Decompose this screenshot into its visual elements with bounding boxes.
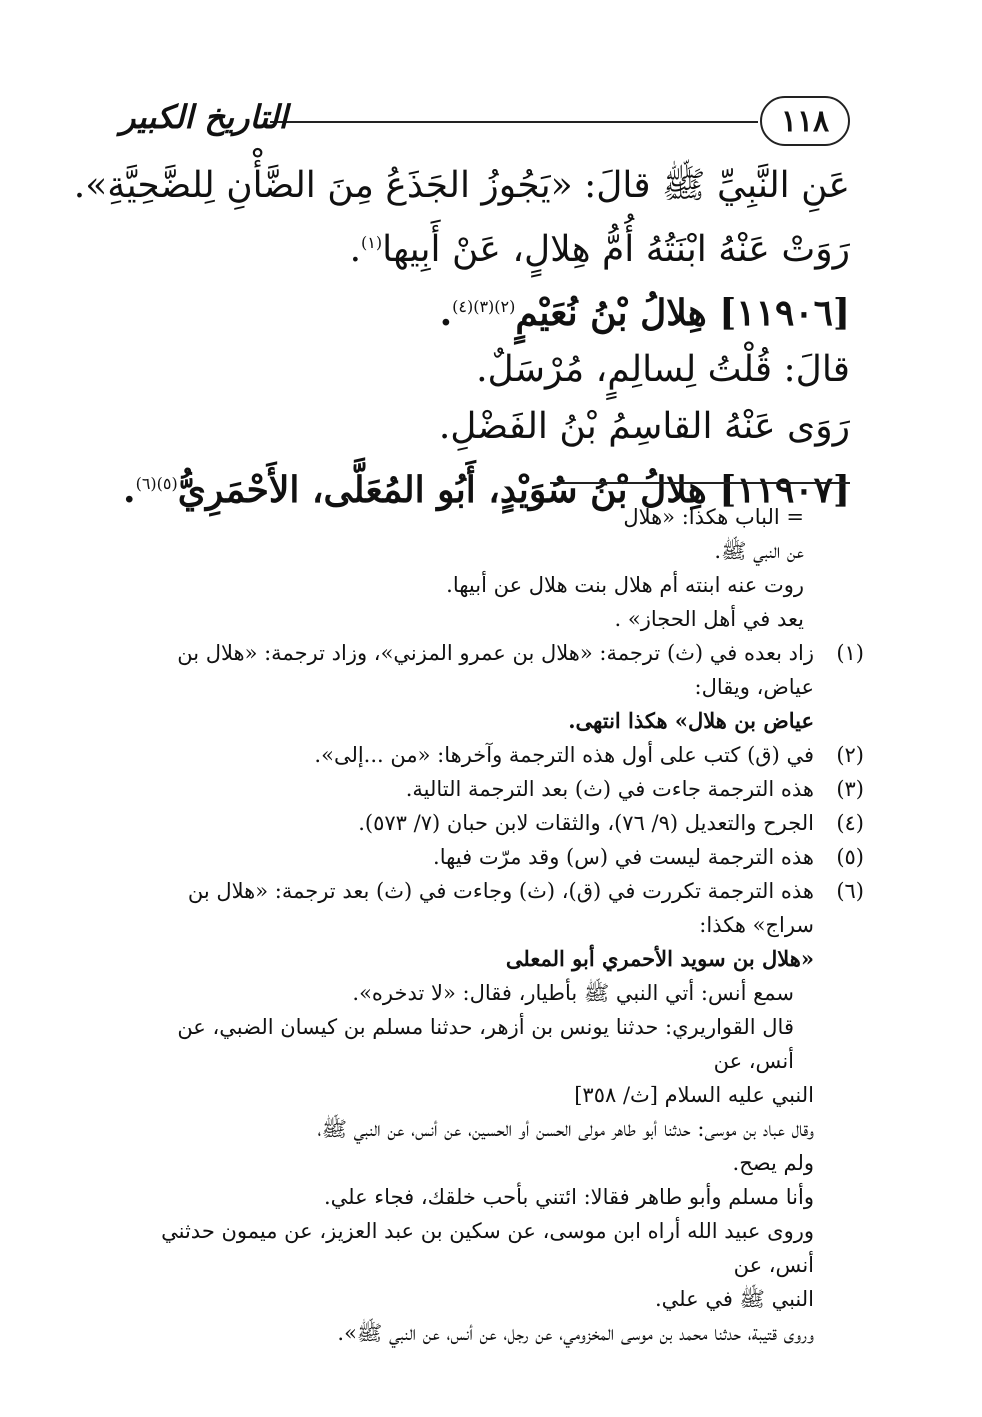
footnote-line: قال القواريري: حدثنا يونس بن أزهر، حدثنا مسلم بن كيسان الضبي، عن أنس، عن: [177, 1015, 794, 1073]
main-line-1: [73, 160, 850, 212]
footnote-line: النبي عليه السلام [ث/ ٣٥٨]: [574, 1083, 814, 1107]
footnote-6: [134, 874, 864, 1350]
footnote-body: [134, 636, 814, 738]
footnote-line: النبي ﷺ في علي.: [654, 1287, 814, 1311]
footnote-4: [134, 806, 864, 840]
footnote-number: (١): [836, 641, 864, 665]
footnote-body: [134, 772, 814, 806]
main-line-4-text: قالَ: قُلْتُ لِسالِمٍ، مُرْسَلٌ.: [476, 349, 850, 390]
continuation-line: يعد في أهل الحجاز» .: [614, 607, 804, 631]
footnote-line: سمع أنس: أتي النبي ﷺ بأطيار، فقال: «لا تدخره».: [352, 981, 794, 1005]
main-text: [73, 160, 850, 521]
footnote-line: وقال عباد بن موسى: حدثنا أبو طاهر مولى الحسن أو الحسين، عن أنس، عن النبي ﷺ،: [317, 1117, 814, 1141]
footnote-line: زاد بعده في (ث) ترجمة: «هلال بن عمرو المزني»، وزاد ترجمة: «هلال بن عياض، ويقال:: [177, 641, 814, 699]
footnote-number: (٥): [836, 845, 864, 869]
footnote-line: وأنا مسلم وأبو طاهر فقالا: ائتني بأحب خلقك، فجاء علي.: [323, 1185, 814, 1209]
main-line-2-text: رَوَتْ عَنْهُ ابْنَتُهُ أُمُّ هِلالٍ، عَنْ أَبِيها: [382, 229, 850, 270]
footnote-line: ولم يصح.: [732, 1151, 814, 1175]
entry-heading-end: .: [123, 469, 136, 511]
entry-heading-end: .: [439, 292, 453, 334]
footnote-line: الجرح والتعديل (٩/ ٧٦)، والثقات لابن حبان (٧/ ٥٧٣).: [358, 811, 814, 835]
footnotes: [134, 500, 864, 1350]
footnote-number: (٤): [836, 811, 864, 835]
main-line-2-end: .: [349, 229, 362, 270]
footnote-line: هذه الترجمة ليست في (س) وقد مرّت فيها.: [433, 845, 814, 869]
main-line-5-text: رَوَى عَنْهُ القاسِمُ بْنُ الفَضْلِ.: [438, 406, 850, 447]
footnote-line: هذه الترجمة تكررت في (ق)، (ث) وجاءت في (ث) بعد ترجمة: «هلال بن سراج» هكذا:: [187, 879, 814, 937]
header-rule: [270, 121, 758, 123]
entry-heading-11906: [130, 281, 850, 339]
main-line-1-text: عَنِ النَّبِيِّ ﷺ قالَ: «يَجُوزُ الجَذَعُ مِنَ الضَّأْنِ لِلضَّحِيَّةِ».: [73, 165, 850, 206]
footnote-5: [134, 840, 864, 874]
footnote-number: (٢): [836, 743, 864, 767]
page-header: [120, 96, 850, 156]
main-line-4: [130, 344, 850, 396]
footnote-body: [134, 874, 814, 1350]
footnote-number: (٦): [836, 879, 864, 903]
footnote-body: [134, 806, 814, 840]
main-line-5: [130, 401, 850, 453]
footnote-line: وروى قتيبة، حدثنا محمد بن موسى المخزومي، عن رجل، عن أنس، عن النبي ﷺ».: [337, 1321, 814, 1345]
footnote-body: [134, 738, 814, 772]
footnote-3: [134, 772, 864, 806]
footnote-mark: (٢)(٣)(٤): [452, 297, 516, 316]
footnote-body: [134, 840, 814, 874]
entry-heading-text: [١١٩٠٦] هِلالُ بْنُ نُعَيْمٍ: [515, 292, 850, 334]
footnote-2: [134, 738, 864, 772]
footnote-mark: (٥)(٦): [135, 474, 178, 493]
footnote-mark: (١): [361, 233, 383, 252]
footnote-1: [134, 636, 864, 738]
page-number: ١١٨: [760, 96, 850, 146]
footnote-line: وروى عبيد الله أراه ابن موسى، عن سكين بن عبد العزيز، عن ميمون حدثني أنس، عن: [161, 1219, 814, 1277]
footnote-line: في (ق) كتب على أول هذه الترجمة وآخرها: «من ...إلى».: [314, 743, 814, 767]
footnote-number: (٣): [836, 777, 864, 801]
continuation-line: عن النبي ﷺ.: [714, 539, 804, 563]
continuation-line: = الباب هكذا: «هلال: [623, 505, 804, 529]
entry-heading-text: [١١٩٠٧] هِلالُ بْنُ سُوَيْدٍ، أَبُو المُعَلَّى، الأَحْمَرِيُّ: [177, 469, 850, 511]
main-line-2: [130, 217, 850, 276]
footnote-line: «هلال بن سويد الأحمري أبو المعلى: [505, 946, 814, 971]
footnote-divider: [550, 482, 850, 484]
footnote-line: هذه الترجمة جاءت في (ث) بعد الترجمة التالية.: [405, 777, 814, 801]
book-title: التاريخ الكبير: [120, 98, 288, 136]
footnote-line: عياض بن هلال» هكذا انتهى.: [568, 708, 814, 733]
continuation-line: روت عنه ابنته أم هلال بنت هلال عن أبيها.: [446, 573, 804, 597]
